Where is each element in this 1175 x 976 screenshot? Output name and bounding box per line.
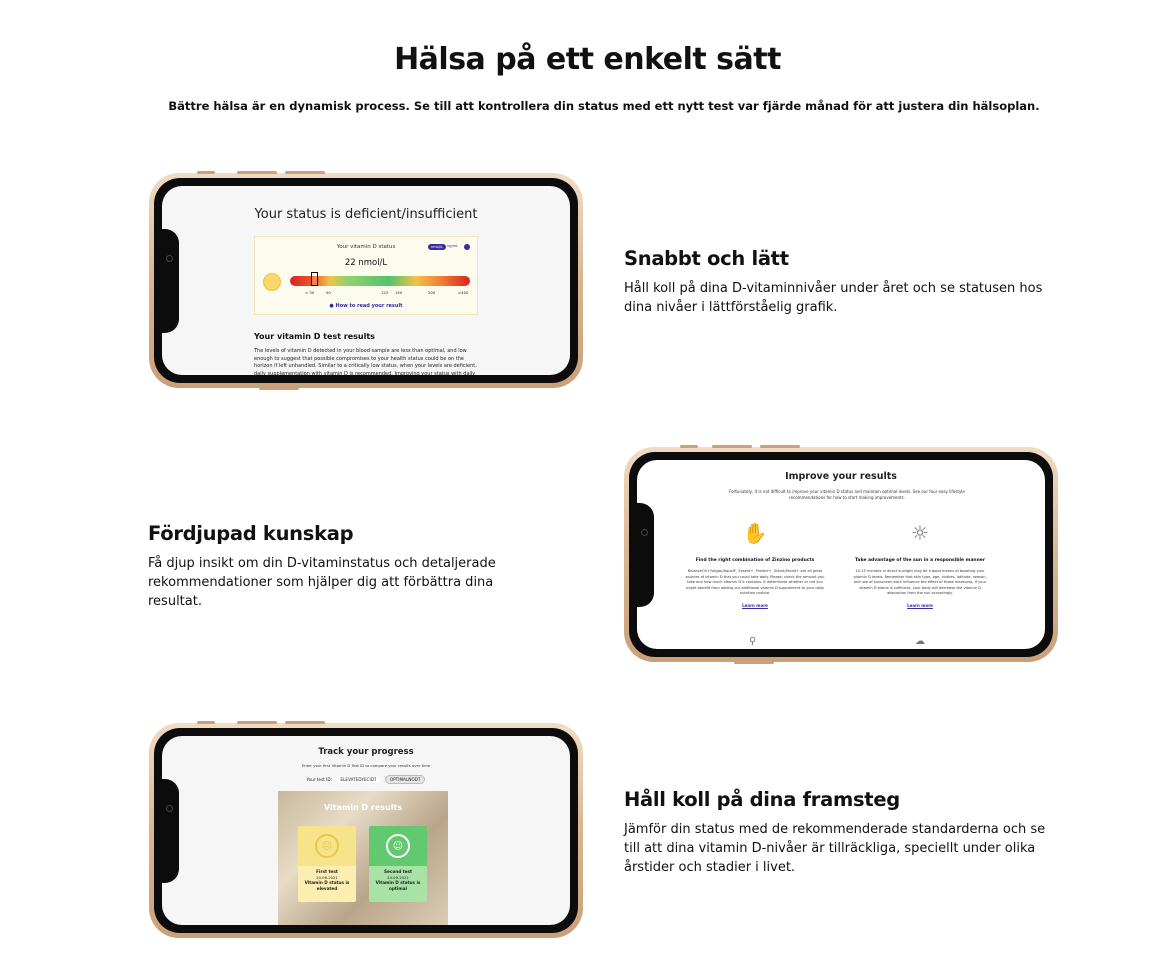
unit-toggle-nmol[interactable]: nmol/L: [428, 244, 446, 250]
improve-intro: Fortunately, it is not difficult to improve your vitamin D status and maintain optimal levels. See our four easy lifestyle recommendations for how to start making improvements.: [729, 489, 965, 500]
status-title: Your status is deficient/insufficient: [254, 207, 478, 222]
sun-icon: ☼: [911, 521, 929, 545]
feature-title-2: Fördjupad kunskap: [148, 522, 354, 545]
phone-notch: [162, 229, 179, 333]
hand-product-icon: ✋: [742, 521, 768, 545]
exercise-icon: ⚲: [749, 636, 757, 647]
results-image-title: Vitamin D results: [323, 803, 403, 812]
progress-title: Track your progress: [318, 747, 414, 757]
read-result-link[interactable]: ● How to read your result: [329, 303, 403, 309]
card-status: Vitamin D status is optimal: [375, 880, 421, 891]
column-heading: Find the right combination of Zinzino products: [695, 558, 815, 563]
gauge-tick: 125: [381, 290, 389, 295]
card-date: 24.06.2021: [316, 874, 338, 880]
learn-more-link[interactable]: Learn more: [742, 602, 768, 608]
phone-screen: [162, 186, 570, 375]
card-label: Your vitamin D status: [336, 244, 396, 250]
improve-title: Improve your results: [785, 471, 897, 482]
gauge-marker: [311, 272, 318, 286]
phone-notch: [637, 503, 654, 607]
improve-column-sun: [850, 520, 990, 608]
phone-mockup-improve: [624, 447, 1058, 662]
learn-more-link[interactable]: Learn more: [907, 602, 933, 608]
results-paragraph: The levels of vitamin D detected in your blood sample are less than optimal, and low enough to suggest that possible compromises to your health status could be on the horizon if left unhandled. Similar to a critically low status, when your levels are deficient, daily supplementation with vitamin D is recommended. Improving your status with daily: [254, 348, 477, 375]
vitamin-d-status-card: [254, 236, 478, 315]
phone-button: [285, 171, 325, 174]
gauge-tick: 200: [428, 290, 436, 295]
phone-button: [259, 387, 299, 390]
info-icon[interactable]: [464, 244, 470, 250]
result-card-body: [298, 866, 356, 902]
test-id-label: Your test ID:: [306, 777, 333, 782]
results-image: [278, 791, 448, 925]
result-card-top: [298, 826, 356, 866]
unit-toggle-ngml[interactable]: ng/mL: [447, 244, 458, 248]
page-title: Hälsa på ett enkelt sätt: [394, 42, 781, 77]
card-name: Second test: [384, 869, 412, 874]
phone-button: [760, 445, 800, 448]
phone-button: [237, 171, 277, 174]
result-card-top: [369, 826, 427, 866]
gauge-tick: < 30: [305, 290, 315, 295]
phone-screen: [637, 460, 1045, 649]
gauge-tick: 150: [395, 290, 403, 295]
column-text: 10-15 minutes in direct sunlight may be a good means of boosting your vitamin D levels. Remember that skin type, age, clothes, latitude, season, and use of sunscreen each influence the effect of these measures. If your vitamin D status is sufficient, your body will decrease the vitamin D absorption from the sun accordingly.: [853, 569, 987, 596]
feature-title-3: Håll koll på dina framsteg: [624, 788, 900, 811]
card-date: 24.09.2021: [387, 874, 409, 880]
phone-mockup-status: [149, 173, 583, 388]
happy-face-icon: ☺: [386, 834, 410, 858]
neutral-face-icon: [263, 273, 281, 291]
results-heading: Your vitamin D test results: [254, 332, 375, 341]
feature-text-1: Håll koll på dina D-vitaminnivåer under året och se statusen hos dina nivåer i lättförståelig grafik.: [624, 281, 1043, 315]
phone-button: [197, 721, 215, 724]
food-icon: ☁: [915, 636, 925, 647]
phone-button: [237, 721, 277, 724]
improve-column-products: [685, 520, 825, 608]
page-subtitle: Bättre hälsa är en dynamisk process. Se till att kontrollera din status med ett nytt test var fjärde månad för att justera din hälsoplan.: [168, 99, 1040, 113]
phone-screen: [162, 736, 570, 925]
gauge-tick: 50: [326, 290, 331, 295]
phone-button: [285, 721, 325, 724]
test-id-tag[interactable]: ELEVATEDYECIDT: [336, 776, 380, 783]
phone-button: [712, 445, 752, 448]
test-id-tag[interactable]: OPTIMALNODT: [385, 775, 426, 784]
result-card-first: [298, 826, 356, 902]
column-text: BalanceOil+/Vegan/Aqua®, Essent+, Protect+, Xtend/Xtend+ are all great sources of vitamin D that you could take daily. Please, check the amount you take and how much vitamin D it contains. It determines whether or not you might benefit from adding our additional vitamin D supplement to your daily nutrition routine.: [685, 569, 825, 596]
result-card-second: [369, 826, 427, 902]
gauge-tick: >400: [458, 290, 469, 295]
column-heading: Take advantage of the sun in a responsible manner: [854, 558, 986, 563]
feature-text-2: Få djup insikt om din D-vitaminstatus och detaljerade rekommendationer som hjälper dig att förbättra dina resultat.: [148, 556, 496, 609]
test-id-row: [162, 775, 570, 784]
phone-button: [680, 445, 698, 448]
progress-intro: Enter your first Vitamin D Test ID to compare your results over time: [301, 763, 431, 768]
feature-text-3: Jämför din status med de rekommenderade standarderna och se till att dina vitamin D-nivåer är tillräckliga, speciellt under olika årstider och stadier i livet.: [624, 822, 1046, 875]
read-result-link-label: How to read your result: [335, 303, 403, 309]
phone-button: [197, 171, 215, 174]
card-name: First test: [316, 869, 338, 874]
feature-title-1: Snabbt och lätt: [624, 247, 789, 270]
phone-notch: [162, 779, 179, 883]
sad-face-icon: ☹: [315, 834, 339, 858]
phone-mockup-progress: [149, 723, 583, 938]
card-status: Vitamin D status is elevated: [304, 880, 350, 891]
status-value: 22 nmol/L: [344, 258, 388, 268]
result-card-body: [369, 866, 427, 902]
phone-button: [734, 661, 774, 664]
